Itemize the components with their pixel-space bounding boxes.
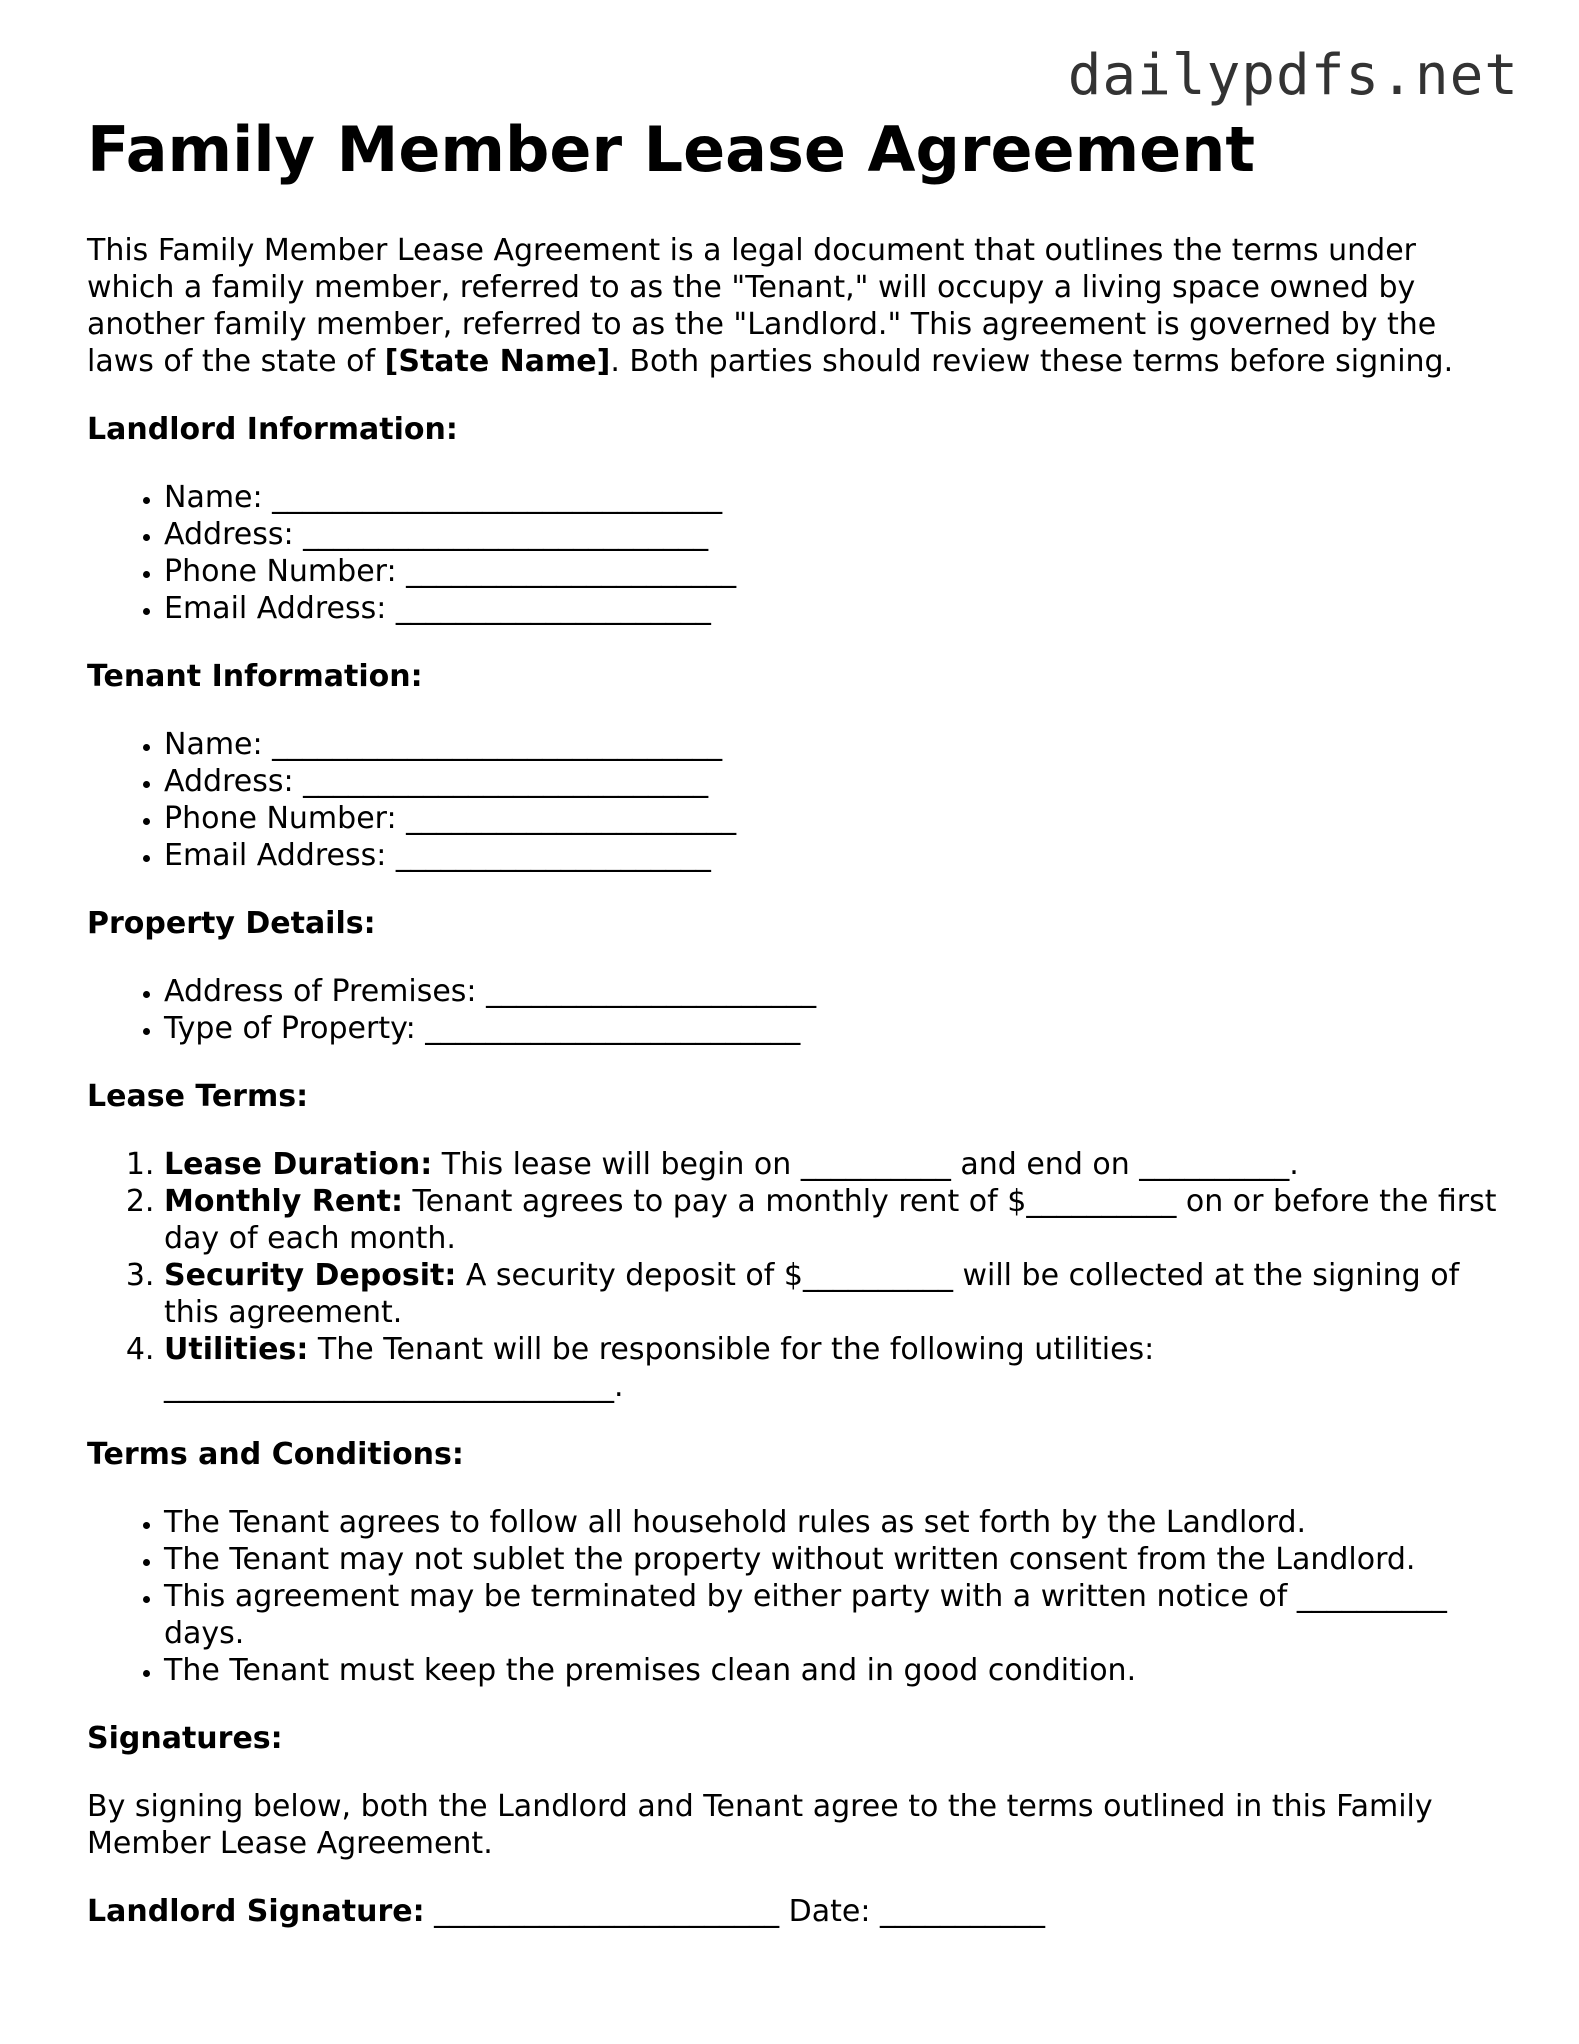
watermark: dailypdfs.net bbox=[1067, 43, 1519, 108]
condition-item: • The Tenant agrees to follow all household rules as set forth by the Landlord. bbox=[164, 1504, 1507, 1541]
lease-terms-heading: Lease Terms: bbox=[87, 1079, 309, 1114]
landlord-signature-label: Landlord Signature: bbox=[87, 1894, 425, 1929]
intro-text-after: . Both parties should review these terms before signing. bbox=[610, 344, 1454, 379]
property-type-field: • Type of Property: _________________________ bbox=[164, 1010, 1507, 1047]
lease-duration-term bbox=[164, 1146, 1507, 1183]
term-text: Tenant agrees to pay a monthly rent of $__________ on or before the first day of each month. bbox=[164, 1184, 1497, 1256]
landlord-address-field: • Address: ___________________________ bbox=[164, 516, 1507, 553]
tenant-info-list bbox=[87, 726, 1507, 874]
tenant-address-field: • Address: ___________________________ bbox=[164, 763, 1507, 800]
security-deposit-term bbox=[164, 1257, 1507, 1331]
property-details-heading: Property Details: bbox=[87, 906, 376, 941]
condition-item: • This agreement may be terminated by either party with a written notice of __________ days. bbox=[164, 1578, 1507, 1652]
condition-item: • The Tenant may not sublet the property without written consent from the Landlord. bbox=[164, 1541, 1507, 1578]
document-page bbox=[87, 108, 1507, 1930]
signature-statement: By signing below, both the Landlord and Tenant agree to the terms outlined in this Family Member Lease Agreement. bbox=[87, 1789, 1433, 1861]
term-label: Monthly Rent: bbox=[164, 1184, 403, 1219]
landlord-email-field: • Email Address: _____________________ bbox=[164, 590, 1507, 627]
terms-conditions-heading: Terms and Conditions: bbox=[87, 1437, 464, 1472]
monthly-rent-term bbox=[164, 1183, 1507, 1257]
property-details-list bbox=[87, 973, 1507, 1047]
term-text: The Tenant will be responsible for the following utilities: ______________________________. bbox=[164, 1332, 1155, 1404]
lease-terms-list bbox=[87, 1146, 1507, 1405]
term-label: Security Deposit: bbox=[164, 1258, 457, 1293]
term-label: Utilities: bbox=[164, 1332, 309, 1367]
terms-conditions-list bbox=[87, 1504, 1507, 1689]
tenant-phone-field: • Phone Number: ______________________ bbox=[164, 800, 1507, 837]
intro-text-before: This Family Member Lease Agreement is a legal document that outlines the terms under which a family member, referred to as the "Tenant," will occupy a living space owned by another family member, referred to as the "Landlord." This agreement is governed by the laws of the state of bbox=[87, 233, 1437, 379]
landlord-signature-blanks: _______________________ Date: ___________ bbox=[424, 1894, 1046, 1929]
landlord-info-list bbox=[87, 479, 1507, 627]
landlord-name-field: • Name: ______________________________ bbox=[164, 479, 1507, 516]
utilities-term bbox=[164, 1331, 1507, 1405]
premises-address-field: • Address of Premises: ______________________ bbox=[164, 973, 1507, 1010]
intro-paragraph bbox=[87, 232, 1492, 380]
term-label: Lease Duration: bbox=[164, 1147, 433, 1182]
tenant-name-field: • Name: ______________________________ bbox=[164, 726, 1507, 763]
condition-item: • The Tenant must keep the premises clean and in good condition. bbox=[164, 1652, 1507, 1689]
tenant-info-heading: Tenant Information: bbox=[87, 659, 423, 694]
state-name-placeholder: [State Name] bbox=[384, 344, 611, 379]
term-text: A security deposit of $__________ will be collected at the signing of this agreement. bbox=[164, 1258, 1460, 1330]
term-text: This lease will begin on __________ and end on __________. bbox=[432, 1147, 1299, 1182]
tenant-email-field: • Email Address: _____________________ bbox=[164, 837, 1507, 874]
landlord-signature-line bbox=[87, 1893, 1507, 1930]
landlord-phone-field: • Phone Number: ______________________ bbox=[164, 553, 1507, 590]
signatures-heading: Signatures: bbox=[87, 1721, 283, 1756]
document-title: Family Member Lease Agreement bbox=[87, 113, 1256, 186]
landlord-info-heading: Landlord Information: bbox=[87, 412, 458, 447]
